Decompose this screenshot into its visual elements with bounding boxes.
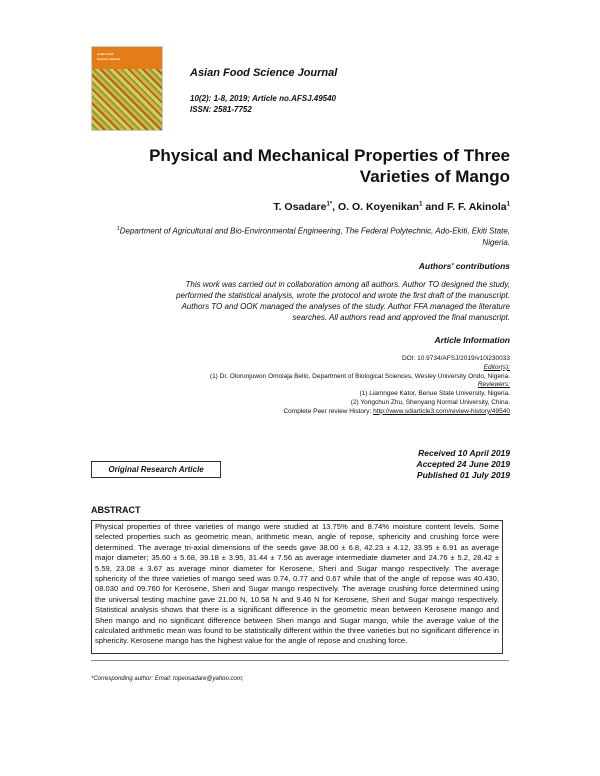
affiliation-mark: 1 [116,226,120,232]
article-type-box: Original Research Article [91,461,221,478]
footnote-divider [91,660,509,661]
review-history [90,408,510,417]
contributions-line: performed the statistical analysis, wrote the protocol and wrote the first draft of the manuscript. [176,291,510,300]
affiliation [100,224,510,248]
issn-line: ISSN: 2581-7752 [190,105,252,114]
article-info-block [90,355,510,417]
journal-cover-image [91,46,163,131]
cover-title-line: Science Journal [97,57,121,61]
abstract-heading: ABSTRACT [91,505,141,515]
author-name: T. Osadare [273,201,327,213]
author-separator: , [332,201,338,213]
author-affil-mark: 1 [419,201,423,208]
abstract-text: Physical properties of three varieties of mango were studied at 13.75% and 8.74% moisture content levels. Some selected properties such as geometric mean, arithmetic mean, angle of repose, sphericity and crushing force were determined. The average tri-axial dimensions of the seeds gave 38.00 ± 6.8, 42.23 ± 4.12, 33.95 ± 6.91 as average major diameter; 35.60 ± 5.68, 39.18 ± 3.95, 31.44 ± 7.56 as average intermediate diameter and 24.76 ± 5.2, 28.42 ± 5.59, 23.08 ± 3.67 as average minor diameter for Kerosene, Sheri and Sugar mango respectively. The average sphericity of the three varieties of mango seed was 0.74, 0.77 and 0.67 while that of the angle of repose was 40.430, 08.030 and 09.760 for Kerosene, Sheri and Sugar mango respectively. The average crushing force determined using the universal testing machine gave 21.00 N, 10.58 N and 9.46 N for Kerosene, Sheri and Sugar mango respectively. Statistical analysis shows that there is a significant difference in the geometric mean between Kerosene mango and Sheri mango and no significant difference between Sheri mango and Sugar mango, while the average value of the calculated arithmetic mean was found to be statistically different within the three varieties but no significant difference in sphericity. Kerosene mango has the highest value for the angle of repose and crushing force. [95,522,499,646]
published-date: Published 01 July 2019 [416,470,510,480]
cover-food-photo [92,69,162,130]
author-list [273,201,510,213]
author-separator: and [422,201,447,213]
author-name: F. F. Akinola [446,201,507,213]
corresponding-author-footnote: *Corresponding author: Email: topeosadare@yahoo.com; [91,676,244,682]
contributions-heading: Authors' contributions [418,261,510,271]
journal-name: Asian Food Science Journal [190,67,338,79]
reviewer-entry: (1) Liamngee Kator, Benue State University, Nigeria. [359,390,510,398]
author-affil-mark: 1* [326,201,333,208]
contributions-line: searches. All authors read and approved the final manuscript. [292,313,510,322]
cover-title-line: Asian Food [97,52,114,56]
author-name: O. O. Koyenikan [337,201,420,213]
received-date: Received 10 April 2019 [418,448,510,458]
editor-entry: (1) Dr. Olorunjuwon Omolaja Bello, Department of Biological Sciences, Wesley University Ondo, Nigeria. [209,372,510,380]
review-history-label: Complete Peer review History: [283,407,374,415]
contributions-text [100,279,510,323]
editors-label: Editor(s): [483,363,510,371]
reviewers-label: Reviewers: [477,381,510,389]
doi: DOI: 10.9734/AFSJ/2019/v10i230033 [401,355,510,362]
accepted-date: Accepted 24 June 2019 [416,459,510,469]
review-history-link[interactable]: http://www.sdiarticle3.com/review-history/49540 [373,407,510,415]
cover-header-band [92,47,162,69]
abstract-box [91,520,503,654]
title-line: Varieties of Mango [359,167,510,186]
author-affil-mark: 1 [506,201,510,208]
citation-line: 10(2): 1-8, 2019; Article no.AFSJ.49540 [190,94,336,103]
affiliation-text: Department of Agricultural and Bio-Environmental Engineering, The Federal Polytechnic, Ado-Ekiti, Ekiti State, Nigeria. [119,226,510,247]
paper-title [90,145,510,187]
title-line: Physical and Mechanical Properties of Three [149,146,510,165]
contributions-line: Authors TO and OOK managed the analyses of the study. Author FFA managed the literature [181,302,510,311]
reviewer-entry: (2) Yongchun Zhu, Shenyang Normal University, China. [350,398,510,406]
article-info-heading: Article Information [434,335,510,345]
citation-block [190,93,336,115]
publication-dates [416,448,510,481]
contributions-line: This work was carried out in collaboration among all authors. Author TO designed the study, [185,280,510,289]
